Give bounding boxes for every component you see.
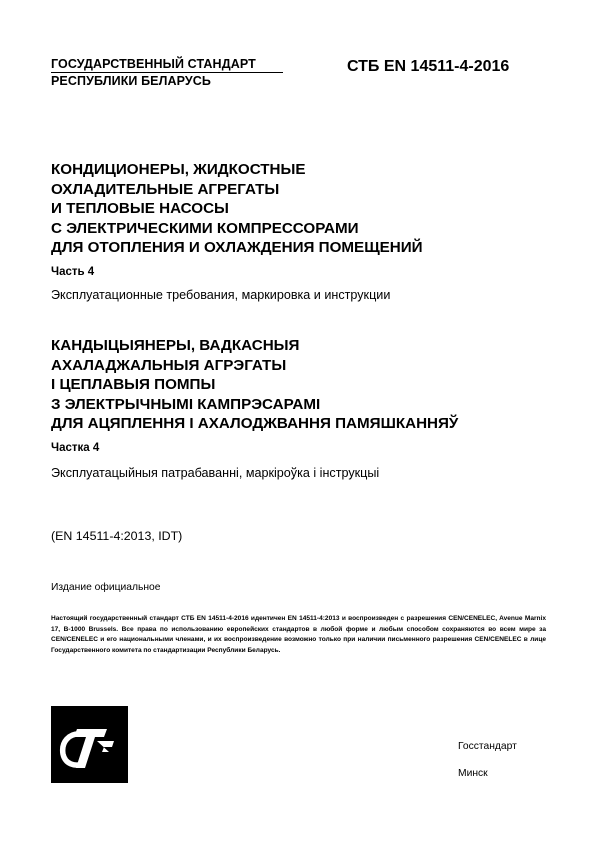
edition-note: Издание официальное [51, 582, 161, 593]
header-line-2: РЕСПУБЛИКИ БЕЛАРУСЬ [51, 74, 211, 88]
standard-designation: СТБ EN 14511-4-2016 [347, 58, 510, 75]
subtitle-ru: Эксплуатационные требования, маркировка и инструкции [51, 288, 391, 302]
title-russian [51, 160, 423, 258]
title-by-line: І ЦЕПЛАВЫЯ ПОМПЫ [51, 376, 216, 394]
header-standard-type [51, 57, 283, 89]
title-by-line: ДЛЯ АЦЯПЛЕННЯ І АХАЛОДЖВАННЯ ПАМЯШКАННЯЎ [51, 415, 459, 433]
part-label-ru: Часть 4 [51, 266, 95, 278]
title-ru-line: С ЭЛЕКТРИЧЕСКИМИ КОМПРЕССОРАМИ [51, 219, 359, 237]
title-by-line: КАНДЫЦЫЯНЕРЫ, ВАДКАСНЫЯ [51, 337, 300, 354]
publisher-name: Госстандарт [458, 741, 517, 752]
title-ru-line: КОНДИЦИОНЕРЫ, ЖИДКОСТНЫЕ [51, 161, 306, 178]
copyright-notice: Настоящий государственный стандарт СТБ EN 14511-4-2016 идентичен EN 14511-4:2013 и воспроизведен с разрешения CEN/CENELEC, Avenue Marnix 17, B-1000 Brussels. Все права по использованию европейских стандартов в любой форме и любым способом сохраняются во всем мире за CEN/CENELEC и его национальными членами, и их воспроизведение возможно только при наличии письменного разрешения CEN/CENELEC в лице Государственного комитета по стандартизации Республики Беларусь. [51, 615, 546, 654]
title-by-line: З ЭЛЕКТРЫЧНЫМІ КАМПРЭСАРАМІ [51, 395, 321, 413]
stb-logo-icon [51, 706, 128, 783]
title-belarusian [51, 336, 458, 434]
subtitle-by: Эксплуатацыйныя патрабаванні, маркіроўка і інструкцыі [51, 466, 380, 480]
title-ru-line: И ТЕПЛОВЫЕ НАСОСЫ [51, 200, 229, 218]
identity-reference: (EN 14511-4:2013, IDT) [51, 529, 183, 543]
part-label-by: Частка 4 [51, 442, 100, 454]
publication-city: Минск [458, 768, 488, 779]
header-line-1: ГОСУДАРСТВЕННЫЙ СТАНДАРТ [51, 57, 283, 73]
title-ru-line: ДЛЯ ОТОПЛЕНИЯ И ОХЛАЖДЕНИЯ ПОМЕЩЕНИЙ [51, 239, 423, 257]
title-by-line: АХАЛАДЖАЛЬНЫЯ АГРЭГАТЫ [51, 356, 287, 374]
title-ru-line: ОХЛАДИТЕЛЬНЫЕ АГРЕГАТЫ [51, 180, 280, 198]
